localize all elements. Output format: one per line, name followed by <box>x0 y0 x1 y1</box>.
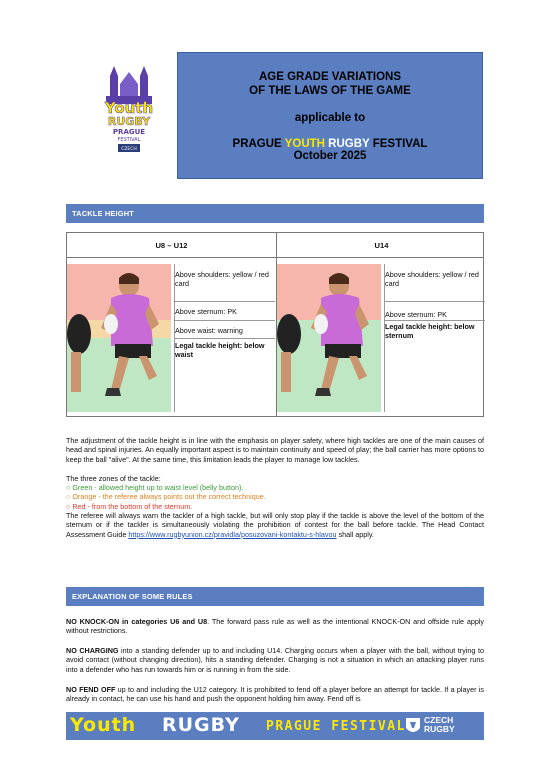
player-illustration <box>277 264 381 412</box>
footer-rugby: RUGBY <box>162 714 240 736</box>
u12-above-waist: Above waist: warning <box>175 326 243 335</box>
rule-no-fend-off: NO FEND OFF up to and including the U12 category. It is prohibited to fend off a player before an attempt for tackle. If a player is already in contact, he can use his hand and push the opponent holding him away. Fend off is <box>66 685 484 704</box>
logo-word-youth: Youth <box>104 99 154 117</box>
cell-u14 <box>277 259 485 417</box>
zones-intro: The three zones of the tackle: <box>66 474 161 483</box>
zone-orange: ○ Orange - the referee always points out the correct technique. <box>66 492 266 501</box>
tackle-height-table <box>66 232 484 417</box>
section-bar-tackle-height: TACKLE HEIGHT <box>66 204 484 223</box>
player-illustration <box>67 264 171 412</box>
title-line-1: AGE GRADE VARIATIONS <box>258 71 402 83</box>
svg-text:RUGBY: RUGBY <box>107 115 151 128</box>
czech-rugby-badge: CZECH RUGBY <box>404 716 478 736</box>
lion-icon <box>404 716 422 736</box>
u14-above-shoulders: Above shoulders: yellow / red card <box>385 270 479 288</box>
u12-legal-height: Legal tackle height: below waist <box>175 341 265 359</box>
festival-logo <box>96 58 162 154</box>
footer-youth: Youth <box>70 714 137 736</box>
column-header-u8-u12: U8 – U12 <box>155 241 188 250</box>
u14-above-sternum: Above sternum: PK <box>385 310 447 319</box>
title-line-2: OF THE LAWS OF THE GAME <box>249 85 411 97</box>
u12-above-shoulders: Above shoulders: yellow / red card <box>175 270 269 288</box>
festival-name: PRAGUE YOUTH RUGBY FESTIVAL <box>232 138 428 150</box>
svg-text:PRAGUE: PRAGUE <box>112 128 146 136</box>
column-header-u14: U14 <box>374 241 389 250</box>
svg-text:FESTIVAL: FESTIVAL <box>117 137 141 143</box>
cell-u8-u12 <box>67 259 275 417</box>
section-bar-rules: EXPLANATION OF SOME RULES <box>66 587 484 606</box>
u14-legal-height: Legal tackle height: below sternum <box>385 322 475 340</box>
tackle-zones-image <box>277 264 381 412</box>
rule-no-charging: NO CHARGING into a standing defender up to and including U14. Charging occurs when a player with the ball, without trying to avoid contact (without changing direction), hits a standing defender. Charging is not a situation in which an attacking player runs into a defender who has run towards him or is running in from the side. <box>66 646 484 674</box>
applicable-text: applicable to <box>294 112 366 124</box>
title-header <box>177 52 483 179</box>
table-header-row <box>67 233 483 258</box>
head-contact-guide-link[interactable]: https://www.rugbyunion.cz/pravidla/posuzovani-kontaktu-s-hlavou <box>128 529 337 539</box>
u12-above-sternum: Above sternum: PK <box>175 307 237 316</box>
zone-red: ○ Red - from the bottom of the sternum. <box>66 502 193 511</box>
footer-festival: PRAGUE FESTIVAL <box>266 719 406 734</box>
footer-banner <box>66 712 484 740</box>
tackle-zones-image <box>67 264 171 412</box>
svg-text:CZECH: CZECH <box>121 147 137 152</box>
referee-paragraph: The referee will always warn the tackler of a high tackle, but will only stop play if the tackle is above the level of the bottom of the sternum or if the tackler is simultaneously violating the prohibition of contest for the ball before tackle. The Head Contact Assessment Guide https://www.rugbyunion.cz/pravidla/posuzovani-kontaktu-s-hlavou shall apply. <box>66 511 484 539</box>
festival-date: October 2025 <box>293 150 367 162</box>
rule-no-knock-on: NO KNOCK-ON in categories U6 and U8. The forward pass rule as well as the intentional KNOCK-ON and offside rule apply without restrictions. <box>66 617 485 636</box>
tackle-explanation: The adjustment of the tackle height is in line with the emphasis on player safety, where high tackles are one of the main causes of head and spinal injuries. An equally important aspect is to maintain continuity and speed of play; the ball carrier has more options to keep the ball "alive". At the same time, this limitation leads the player to manage low tackles. <box>66 436 484 464</box>
zone-green: ○ Green - allowed height up to waist level (belly button). <box>66 483 244 492</box>
